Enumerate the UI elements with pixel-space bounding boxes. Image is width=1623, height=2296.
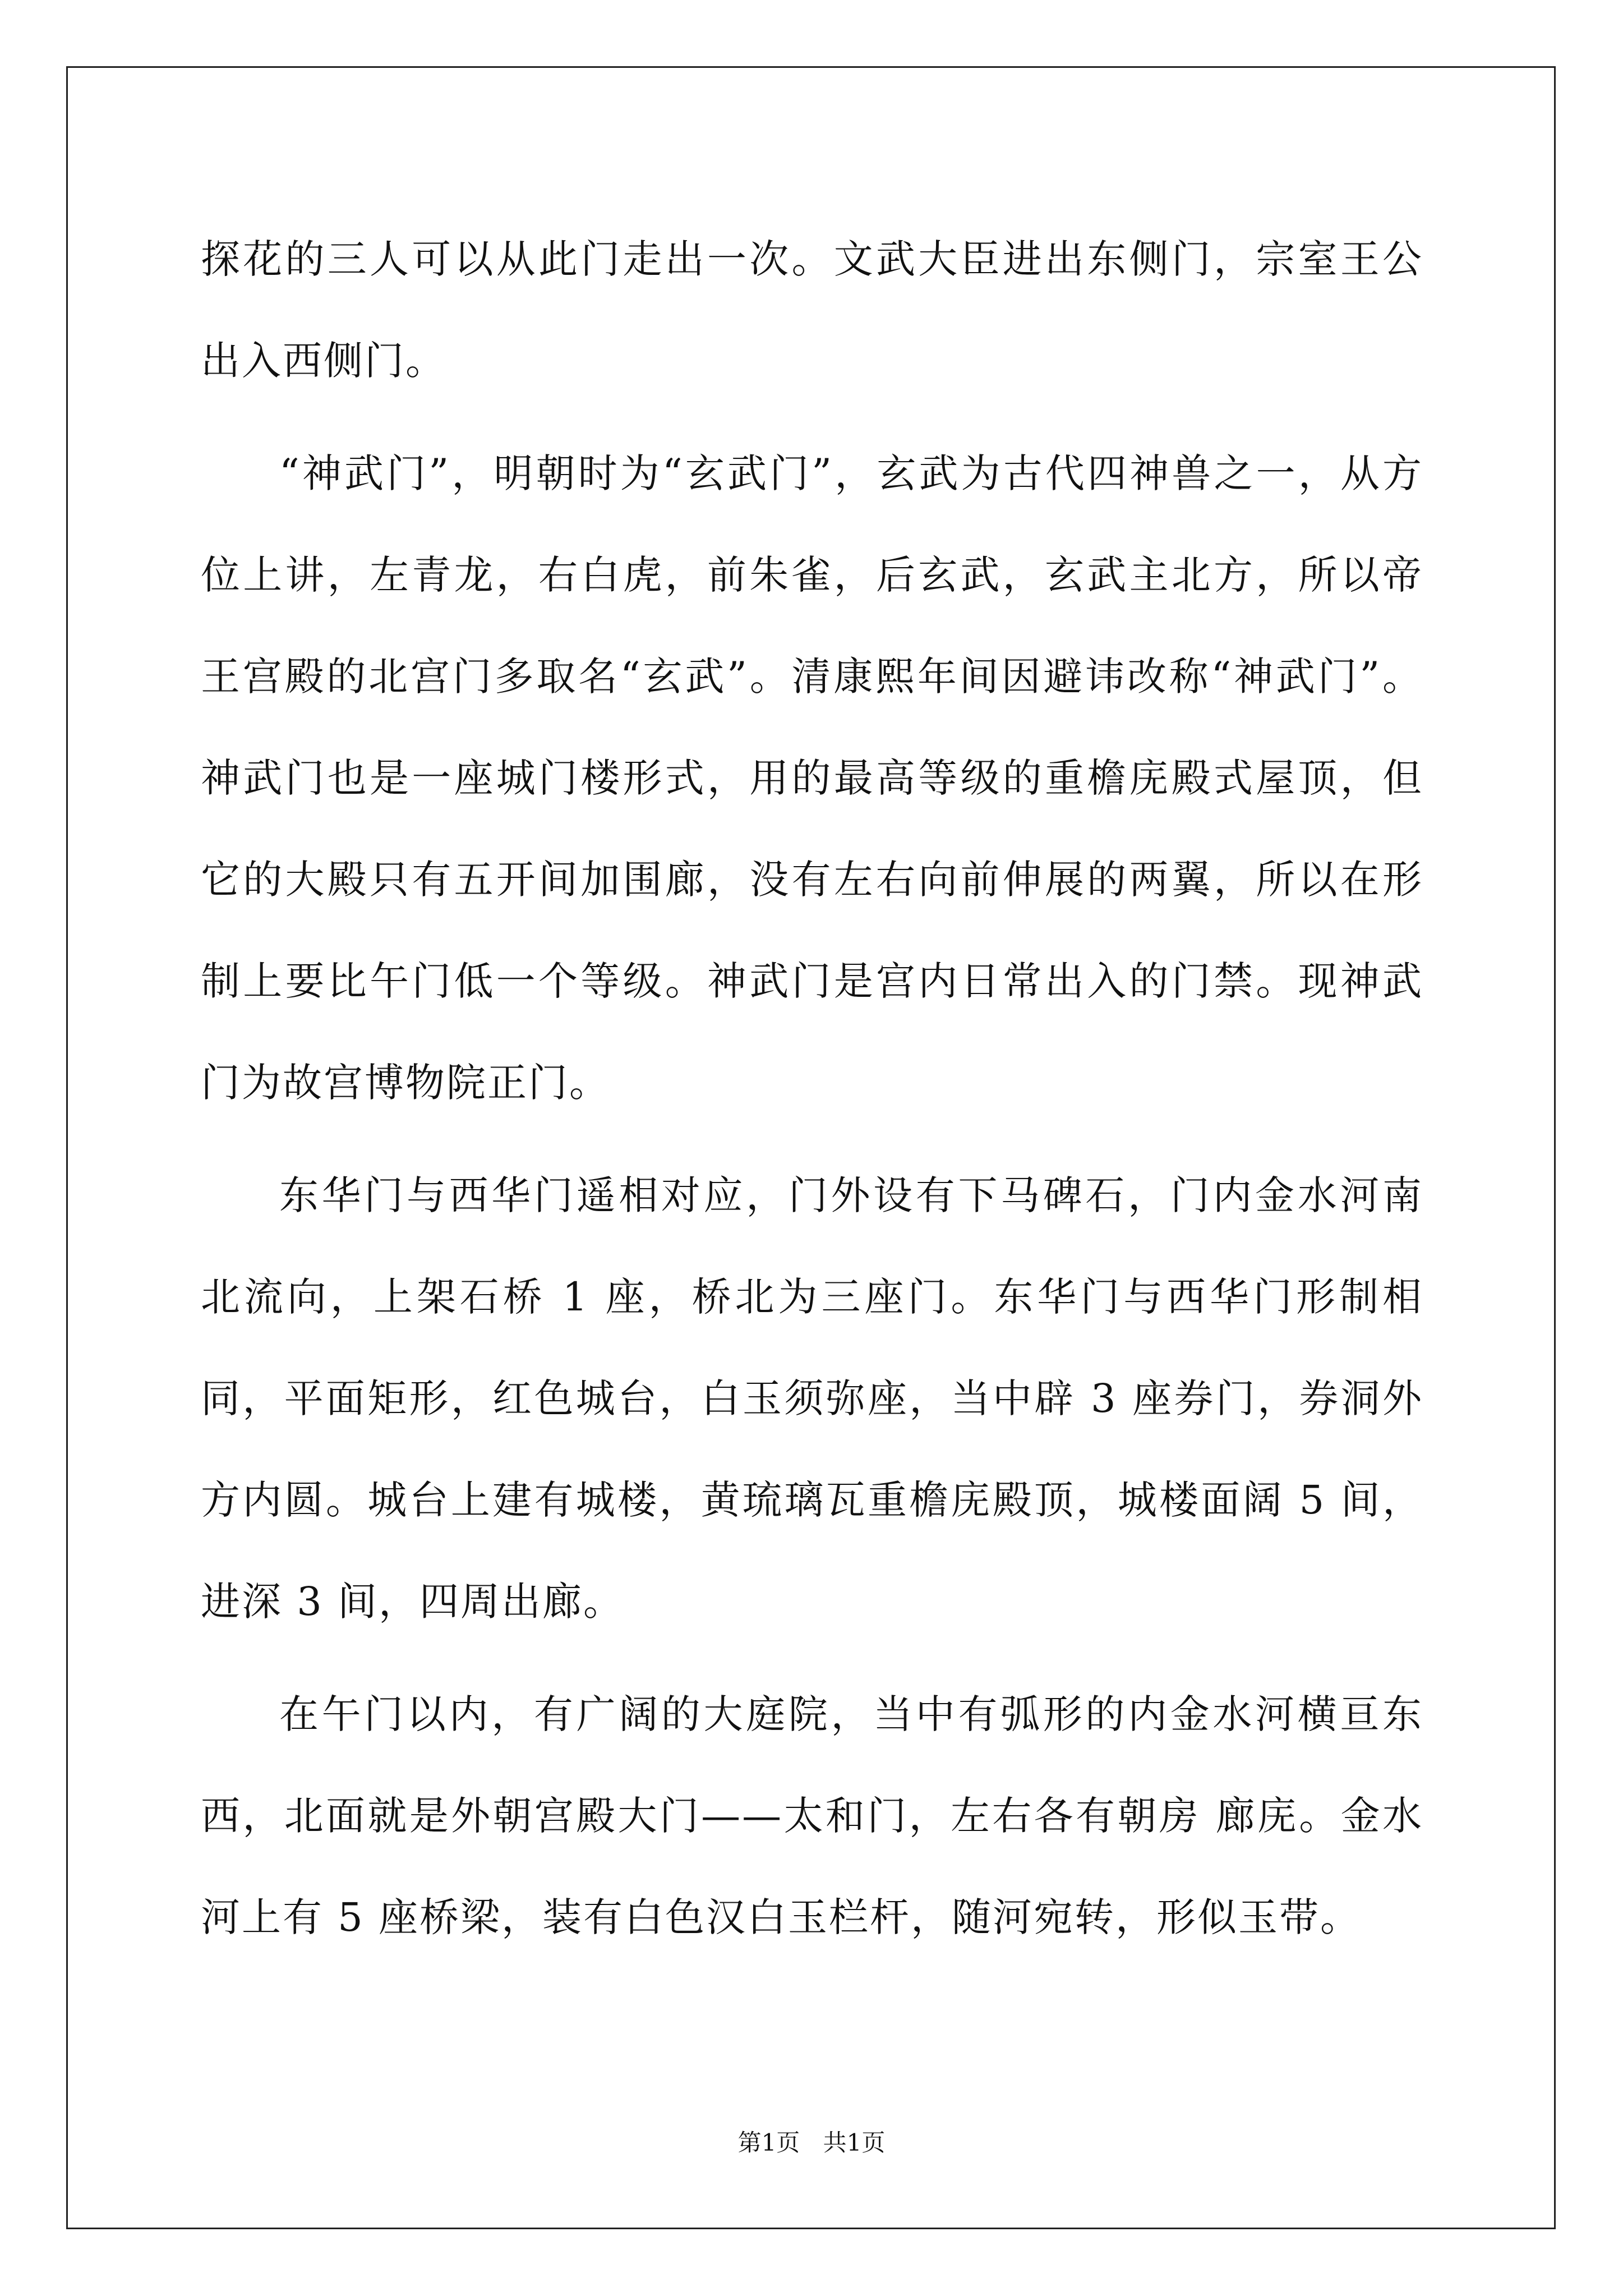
paragraph-continuation: 探花的三人可以从此门走出一次。文武大臣进出东侧门，宗室王公出入西侧门。 [201, 236, 1423, 384]
paragraph-wumen-courtyard: 在午门以内，有广阔的大庭院，当中有弧形的内金水河横亘东西，北面就是外朝宫殿大门——太和门，左右各有朝房 廊庑。金水河上有 5 座桥梁，装有白色汉白玉栏杆，随河宛转，形似玉带。 [201, 1691, 1423, 1940]
document-body [201, 209, 1423, 1980]
page-footer [0, 2126, 1623, 2160]
paragraph-donghuamen: 东华门与西华门遥相对应，门外设有下马碑石，门内金水河南北流向，上架石桥 1 座，桥北为三座门。东华门与西华门形制相同，平面矩形，红色城台，白玉须弥座，当中辟 3 座券门，券洞外方内圆。城台上建有城楼，黄琉璃瓦重檐庑殿顶，城楼面阔 5 间，进深 3 间，四周出廊。 [201, 1172, 1423, 1625]
total-pages: 共1页 [823, 2129, 886, 2156]
paragraph-shenwumen: “神武门”，明朝时为“玄武门”，玄武为古代四神兽之一，从方位上讲，左青龙，右白虎，前朱雀，后玄武，玄武主北方，所以帝王宫殿的北宫门多取名“玄武”。清康熙年间因避讳改称“神武门”。神武门也是一座城门楼形式，用的最高等级的重檐庑殿式屋顶，但它的大殿只有五开间加围廊，没有左右向前伸展的两翼，所以在形制上要比午门低一个等级。神武门是宫内日常出入的门禁。现神武门为故宫博物院正门。 [201, 450, 1423, 1106]
page-number: 第1页 [737, 2129, 800, 2156]
